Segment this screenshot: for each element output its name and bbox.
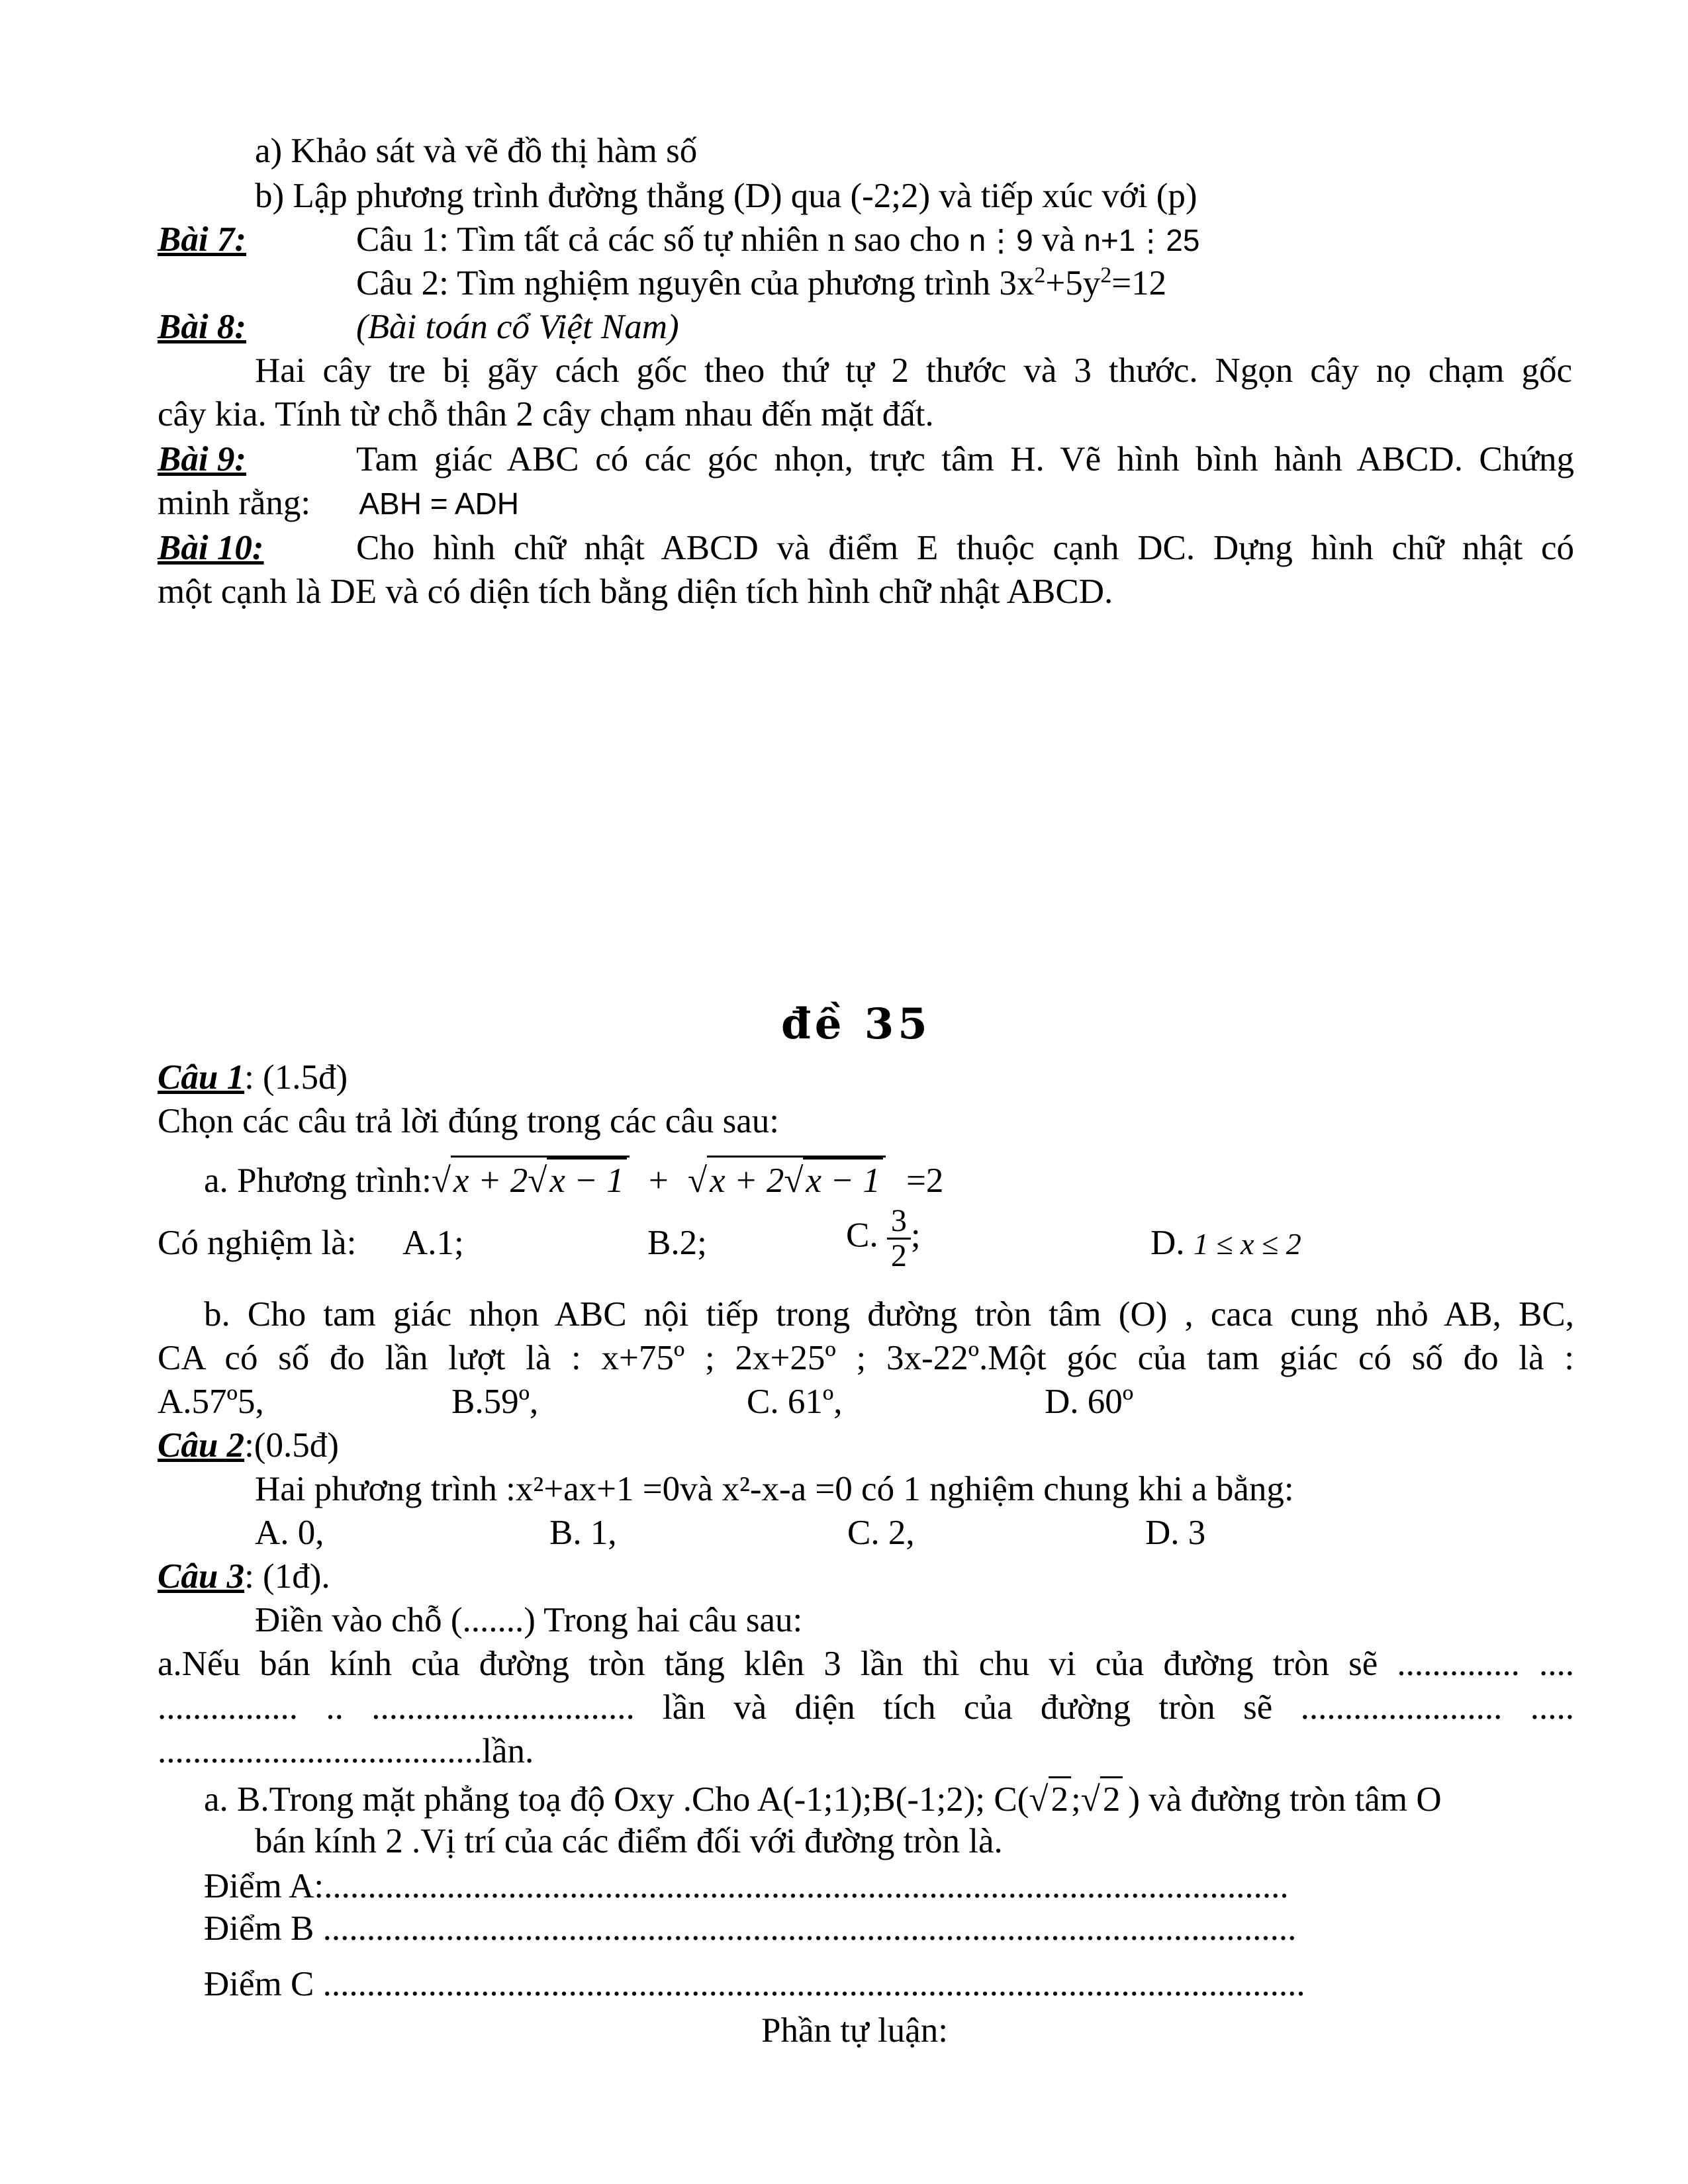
bai10-line2: một cạnh là DE và có diện tích bằng diện tích hình chữ nhật ABCD. — [158, 572, 1113, 611]
bai9-math: ABH = ADH — [359, 486, 519, 521]
c2-option-c: C. 2, — [847, 1514, 915, 1552]
sqrt-term-1: √x + 2√x − 1 — [432, 1161, 630, 1200]
cau3-label: Câu 3 — [158, 1557, 245, 1596]
bai7-cau1 — [356, 218, 1199, 261]
option-a: A.1; — [402, 1224, 464, 1262]
option-c-end: ; — [910, 1216, 921, 1255]
c2-option-d: D. 3 — [1145, 1514, 1206, 1552]
line-b-lap-pt: b) Lập phương trình đường thẳng (D) qua (-2;2) và tiếp xúc với (p) — [255, 177, 1197, 215]
bai9-label: Bài 9: — [158, 440, 246, 478]
cau3-b-line1 — [204, 1776, 1442, 1821]
cau3-line1: a.Nếu bán kính của đường tròn tăng klên 3 lần thì chu vi của đường tròn sẽ .............. .... — [158, 1645, 1574, 1683]
rad-outer-1: x + 2 — [453, 1161, 528, 1200]
bai8-line1 — [158, 306, 679, 348]
bai7-cau1-text: Câu 1: Tìm tất cả các số tự nhiên n sao cho — [356, 220, 961, 259]
cau1-options — [158, 1203, 1574, 1295]
rad-inner-2: x − 1 — [803, 1158, 882, 1202]
bai10-label: Bài 10: — [158, 529, 264, 567]
frac-num: 3 — [887, 1205, 911, 1240]
sqrt-term-2: √x + 2√x − 1 — [688, 1161, 886, 1200]
sup-2: 2 — [1034, 263, 1046, 288]
bai7-cau1-math2: n+1⋮25 — [1084, 223, 1200, 257]
c2-option-b: B. 1, — [549, 1514, 617, 1552]
bai8-label: Bài 8: — [158, 308, 246, 346]
option-d-label: D. — [1150, 1224, 1185, 1262]
bai7-cau1-and: và — [1041, 220, 1076, 259]
bai8-title: (Bài toán cổ Việt Nam) — [356, 308, 679, 346]
diem-c-line: Điểm C ................................................................................................................ — [204, 1965, 1305, 2003]
option-b: B.2; — [647, 1224, 707, 1262]
cau1-a-equation — [204, 1156, 943, 1202]
cau1-label: Câu 1 — [158, 1058, 245, 1097]
cau1-b-line2: CA có số đo lần lượt là : x+75º ; 2x+25º ; 3x-22º.Một góc của tam giác có số đo là : — [158, 1339, 1574, 1377]
fraction-3-2 — [887, 1205, 911, 1273]
bai10-line1 — [158, 527, 1574, 569]
cau1-points: : (1.5đ) — [244, 1058, 348, 1097]
bai10-text: Cho hình chữ nhật ABCD và điểm E thuộc cạnh DC. Dựng hình chữ nhật có — [356, 529, 1574, 567]
bai7-line1 — [158, 218, 1200, 261]
bai7-cau1-math1: n⋮9 — [968, 223, 1033, 257]
sqrt-2-a-radicand: 2 — [1049, 1776, 1072, 1821]
sqrt-2-b-radicand: 2 — [1100, 1776, 1123, 1821]
cau3-intro: Điền vào chỗ (.......) Trong hai câu sau: — [255, 1601, 803, 1639]
bai8-body-l2: cây kia. Tính từ chỗ thân 2 cây chạm nhau đến mặt đất. — [158, 395, 934, 433]
sqrt-2-b: √2 — [1081, 1780, 1123, 1819]
cau1-b-options — [158, 1381, 1574, 1423]
cau3-line2: ................ .. .............................. lần và diện tích của đường tròn sẽ ....................... ..... — [158, 1688, 1574, 1727]
cau1-b-line1: b. Cho tam giác nhọn ABC nội tiếp trong đường tròn tâm (O) , caca cung nhỏ AB, BC, — [204, 1295, 1574, 1334]
c2-option-a: A. 0, — [255, 1514, 324, 1552]
rad-outer-2: x + 2 — [710, 1161, 784, 1200]
sup-2b: 2 — [1100, 263, 1112, 288]
cau2-text: Hai phương trình :x²+ax+1 =0và x²-x-a =0 có 1 nghiệm chung khi a bằng: — [255, 1470, 1294, 1508]
cau2-header — [158, 1424, 339, 1467]
b-option-a: A.57º5, — [158, 1383, 264, 1421]
bai7-cau2 — [356, 262, 1166, 304]
bai8-body-l1: Hai cây tre bị gãy cách gốc theo thứ tự 2 thước và 3 thước. Ngọn cây nọ chạm gốc — [255, 351, 1572, 390]
cau3-b-line2: bán kính 2 .Vị trí của các điểm đối với đường tròn là. — [255, 1822, 1003, 1860]
bai9-text: Tam giác ABC có các góc nhọn, trực tâm H. Vẽ hình bình hành ABCD. Chứng — [356, 440, 1574, 478]
option-d — [1150, 1222, 1301, 1265]
sqrt-2-a: √2 — [1029, 1780, 1071, 1819]
bai9-line2 — [158, 482, 519, 525]
option-c-label: C. — [846, 1216, 878, 1255]
de35-title: đề 35 — [781, 999, 931, 1049]
cau2-label: Câu 2 — [158, 1426, 245, 1465]
diem-b-line: Điểm B ............................................................................................................... — [204, 1909, 1297, 1948]
cau1-header — [158, 1056, 348, 1099]
option-d-math: 1 ≤ x ≤ 2 — [1193, 1227, 1301, 1261]
cau1-a-prefix: a. Phương trình: — [204, 1161, 432, 1200]
rad-inner-1: x − 1 — [547, 1158, 626, 1202]
cau2-options — [255, 1512, 1572, 1554]
cau3-b-text-b: ) và đường tròn tâm O — [1128, 1780, 1442, 1819]
b-option-c: C. 61º, — [747, 1383, 843, 1421]
bai7-cau2-mid: +5y — [1045, 264, 1101, 302]
phan-tu-luan: Phần tự luận: — [761, 2011, 948, 2050]
plus-sign: + — [648, 1161, 669, 1200]
b-option-b: B.59º, — [451, 1383, 539, 1421]
bai9-minh-rang: minh rằng: — [158, 484, 311, 522]
frac-den: 2 — [890, 1238, 907, 1273]
line-a-khao-sat: a) Khảo sát và vẽ đồ thị hàm số — [255, 132, 698, 170]
cau1-intro: Chọn các câu trả lời đúng trong các câu sau: — [158, 1102, 779, 1140]
semicolon: ; — [1071, 1780, 1081, 1819]
diem-a-line: Điểm A:.............................................................................................................. — [204, 1867, 1289, 1905]
bai7-cau2-text: Câu 2: Tìm nghiệm nguyên của phương trình 3x — [356, 264, 1035, 302]
cau3-header — [158, 1555, 330, 1598]
b-option-d: D. 60º — [1045, 1383, 1134, 1421]
bai7-cau2-end: =12 — [1111, 264, 1167, 302]
cau3-line3: .....................................lần. — [158, 1732, 534, 1770]
cau3-points: : (1đ). — [244, 1557, 330, 1596]
cau3-b-text-a: a. B.Trong mặt phẳng toạ độ Oxy .Cho A(-1;1);B(-1;2); C( — [204, 1780, 1029, 1819]
nghiem-label: Có nghiệm là: — [158, 1224, 357, 1262]
bai9-line1 — [158, 438, 1574, 480]
equals-2: =2 — [906, 1161, 944, 1200]
cau2-points: :(0.5đ) — [244, 1426, 339, 1465]
bai7-label: Bài 7: — [158, 220, 246, 259]
option-c — [846, 1205, 921, 1273]
